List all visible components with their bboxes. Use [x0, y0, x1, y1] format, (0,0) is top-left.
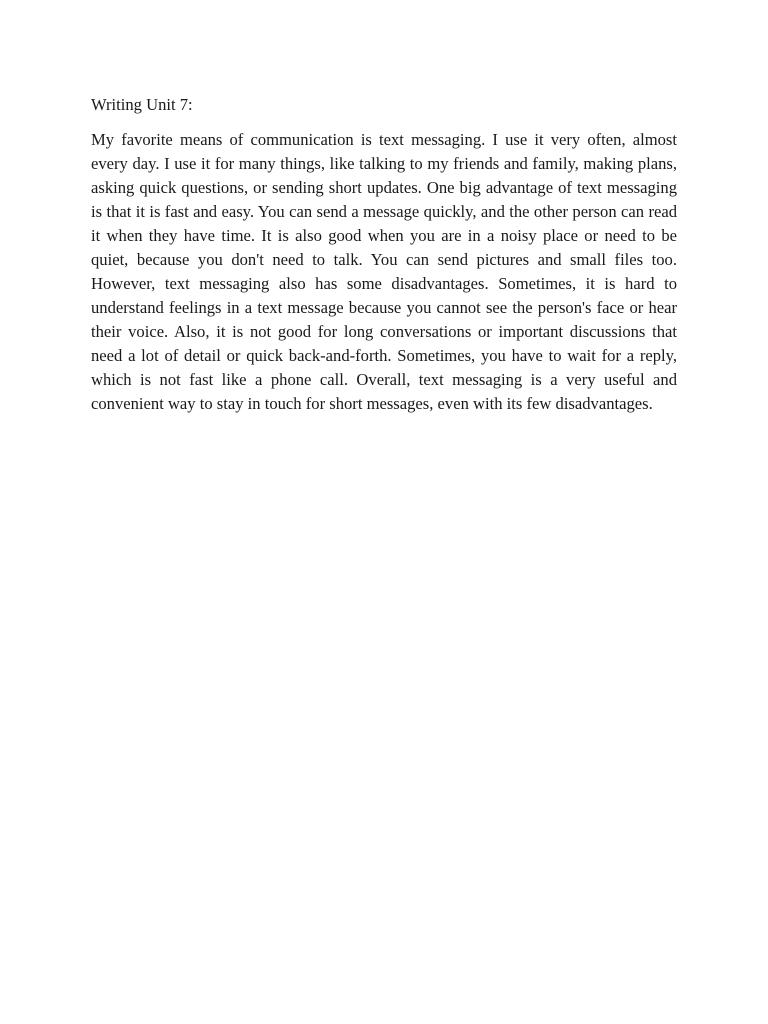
document-content [91, 93, 677, 416]
document-paragraph: My favorite means of communication is text messaging. I use it very often, almost every day. I use it for many things, like talking to my friends and family, making plans, asking quick questions, or sending short updates. One big advantage of text messaging is that it is fast and easy. You can send a message quickly, and the other person can read it when they have time. It is also good when you are in a noisy place or need to be quiet, because you don't need to talk. You can send pictures and small files too. However, text messaging also has some disadvantages. Sometimes, it is hard to understand feelings in a text message because you cannot see the person's face or hear their voice. Also, it is not good for long conversations or important discussions that need a lot of detail or quick back-and-forth. Sometimes, you have to wait for a reply, which is not fast like a phone call. Overall, text messaging is a very useful and convenient way to stay in touch for short messages, even with its few disadvantages. [91, 130, 677, 413]
document-heading: Writing Unit 7: [91, 95, 193, 114]
